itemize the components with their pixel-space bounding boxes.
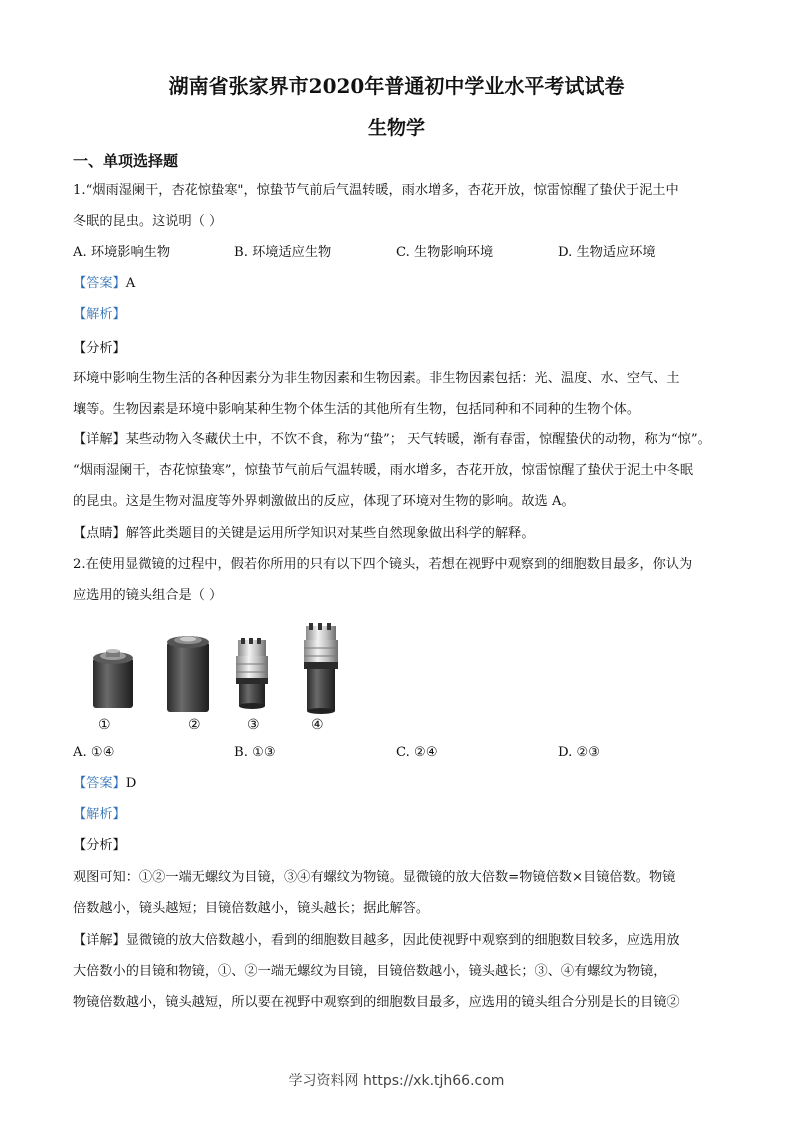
q2-analysis-tag: 【解析】 [73,807,126,822]
q2-detail-line1 [73,931,723,951]
footer-watermark: 学习资料网 https://xk.tjh66.com [288,1073,505,1089]
q1-detail-line3: 的昆虫。这是生物对温度等外界刺激做出的反应，体现了环境对生物的影响。故选 A。 [73,494,575,509]
q1-option-b: B. 环境适应生物 [234,245,332,260]
q1-fenxi-line1: 环境中影响生物生活的各种因素分为非生物因素和生物因素。非生物因素包括：光、温度、水、空气、土 [73,371,680,386]
lens-2-eyepiece-long [167,636,209,712]
exam-subject: 生物学 [367,117,425,139]
q2-detail-line3: 物镜倍数越小，镜头越短，所以要在视野中观察到的细胞数目最多，应选用的镜头组合分别是长的目镜② [73,995,680,1010]
q1-option-c: C. 生物影响环境 [396,245,494,260]
q1-detail-line1 [73,430,723,450]
answer-tag: 【答案】 [73,776,126,791]
q1-answer-value: A [125,276,136,291]
q2-option-c: C. ②④ [396,745,438,760]
q1-option-d: D. 生物适应环境 [558,245,656,260]
q2-detail-text1: 显微镜的放大倍数越小，看到的细胞数目越多，因此使视野中观察到的细胞数目较多，应选用放 [125,933,680,948]
lens-label-4: ④ [311,717,324,733]
q1-comment-text: 解答此类题目的关键是运用所学知识对某些自然现象做出科学的解释。 [125,526,535,541]
lens-1-eyepiece-short [93,649,133,708]
q2-fenxi-tag: 【分析】 [73,838,126,853]
lens-label-2: ② [188,717,201,733]
q2-stem-line2: 应选用的镜头组合是（ ） [73,588,223,603]
q1-comment-tag: 【点睛】 [73,526,126,541]
q1-option-a: A. 环境影响生物 [73,245,171,260]
q1-answer-row [73,274,723,294]
q2-detail-tag: 【详解】 [73,933,126,948]
q2-fenxi-line2: 倍数越小，镜头越短；目镜倍数越小，镜头越长；据此解答。 [73,901,430,916]
q2-fenxi-line1: 观图可知：①②一端无螺纹为目镜，③④有螺纹为物镜。显微镜的放大倍数=物镜倍数×目镜倍数。物镜 [73,870,676,885]
lens-3-objective-short [236,638,268,709]
q1-analysis-tag: 【解析】 [73,307,126,322]
q1-detail-line2: “烟雨湿阑干，杏花惊蛰寒”，惊蛰节气前后气温转暖，雨水增多，杏花开放，惊雷惊醒了蛰伏于泥土中冬眠 [73,463,694,478]
q1-detail-text1: 某些动物入冬藏伏土中，不饮不食，称为“蛰”； 天气转暖，渐有春雷，惊醒蛰伏的动物，称为“惊”。 [125,432,711,447]
q1-stem-line1: 1.“烟雨湿阑干，杏花惊蛰寒"，惊蛰节气前后气温转暖，雨水增多，杏花开放，惊雷惊醒了蛰伏于泥土中 [73,183,679,198]
lens-label-3: ③ [247,717,260,733]
q2-option-b: B. ①③ [234,745,276,760]
q1-comment-line [73,524,723,544]
q1-fenxi-line2: 壤等。生物因素是环境中影响某种生物个体生活的其他所有生物，包括同种和不同种的生物个体。 [73,402,641,417]
answer-tag: 【答案】 [73,276,126,291]
q2-answer-value: D [125,776,137,791]
q1-detail-tag: 【详解】 [73,432,126,447]
q1-stem-line2: 冬眠的昆虫。这说明（ ） [73,214,223,229]
lens-4-objective-long [304,623,338,714]
lens-label-1: ① [98,717,111,733]
section-heading: 一、单项选择题 [73,152,179,170]
q2-option-a: A. ①④ [73,745,115,760]
exam-title: 湖南省张家界市2020年普通初中学业水平考试试卷 [168,74,625,98]
q2-stem-line1: 2.在使用显微镜的过程中，假若你所用的只有以下四个镜头，若想在视野中观察到的细胞数目最多，你认为 [73,557,693,572]
q2-option-d: D. ②③ [558,745,601,760]
q2-detail-line2: 大倍数小的目镜和物镜，①、②一端无螺纹为目镜，目镜倍数越小，镜头越长；③、④有螺纹为物镜， [73,964,667,979]
q2-answer-row [73,774,723,794]
q1-fenxi-tag: 【分析】 [73,341,126,356]
